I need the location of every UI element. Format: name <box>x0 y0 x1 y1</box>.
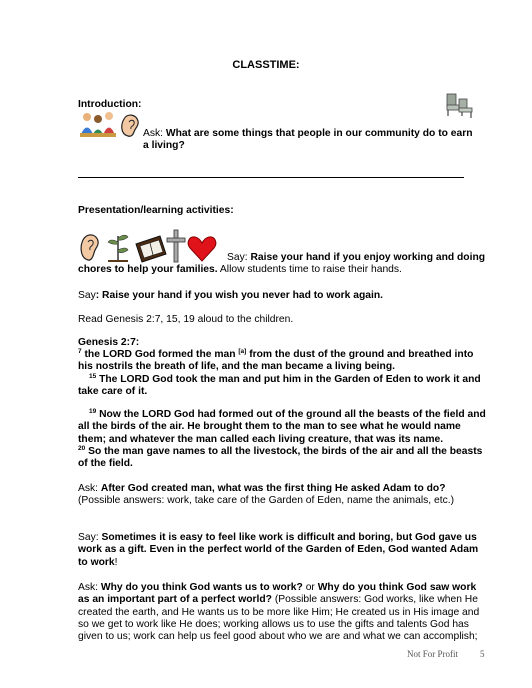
verse-20: $^{20}$ So the man gave names to all the livestock, the birds of the air and all the beasts of the field. <box>78 445 483 470</box>
chairs-icon <box>444 91 474 119</box>
verse-19: $^{19}$ Now the LORD God had formed out of the ground all the beasts of the field and all the birds of the air. He brought them to the man to see what he would name them; and whatever the man called each living creature, that was its name. <box>78 408 486 445</box>
ask-earn-living: Ask: What are some things that people in our community do to earn a living? <box>143 128 473 152</box>
page-number: 5 <box>480 649 485 659</box>
introduction-heading: Introduction: <box>78 99 142 110</box>
answer-line <box>78 177 464 178</box>
presentation-heading: Presentation/learning activities: <box>78 205 234 216</box>
read-genesis-instruction: Read Genesis 2:7, 15, 19 aloud to the children. <box>78 314 294 325</box>
say-work-as-gift: Say: Sometimes it is easy to feel like work is difficult and boring, but God gave us work as a gift. Even in the perfect world of the Garden of Eden, God wanted Adam to work! <box>78 532 479 568</box>
ask-first-thing-adam: Ask: After God created man, what was the first thing He asked Adam to do? (Possible answers: work, take care of the Garden of Eden, name the animals, etc.) <box>78 483 455 507</box>
verse-15: $^{15}$ The LORD God took the man and put him in the Garden of Eden to work it and take care of it. <box>78 373 481 398</box>
verse-7: $^7$ the LORD God formed the man [a] from the dust of the ground and breathed into his nostrils the breath of life, and the man became a living being. <box>78 348 474 373</box>
genesis-heading: Genesis 2:7: <box>78 337 140 348</box>
page-title: CLASSTIME: <box>232 59 300 71</box>
footer-not-for-profit: Not For Profit <box>407 649 459 659</box>
say-raise-hand-chores: Say: Raise your hand if you enjoy working and doing chores to help your families. Allow students time to raise their hands. <box>78 252 486 276</box>
say-raise-hand-never-work: Say: Raise your hand if you wish you never had to work again. <box>78 290 383 301</box>
ask-why-work: Ask: Why do you think God wants us to work? or Why do you think God saw work as an important part of a perfect world? (Possible answers: God works, like when He created the earth, and He wants us to be more like Him; He created us in His image and so we get to work like He does; working allows us to use the gifts and talents God has given to us; work can help us feel good about who we are and what we can accomplish; <box>78 582 480 643</box>
people-ear-icon <box>78 110 140 140</box>
